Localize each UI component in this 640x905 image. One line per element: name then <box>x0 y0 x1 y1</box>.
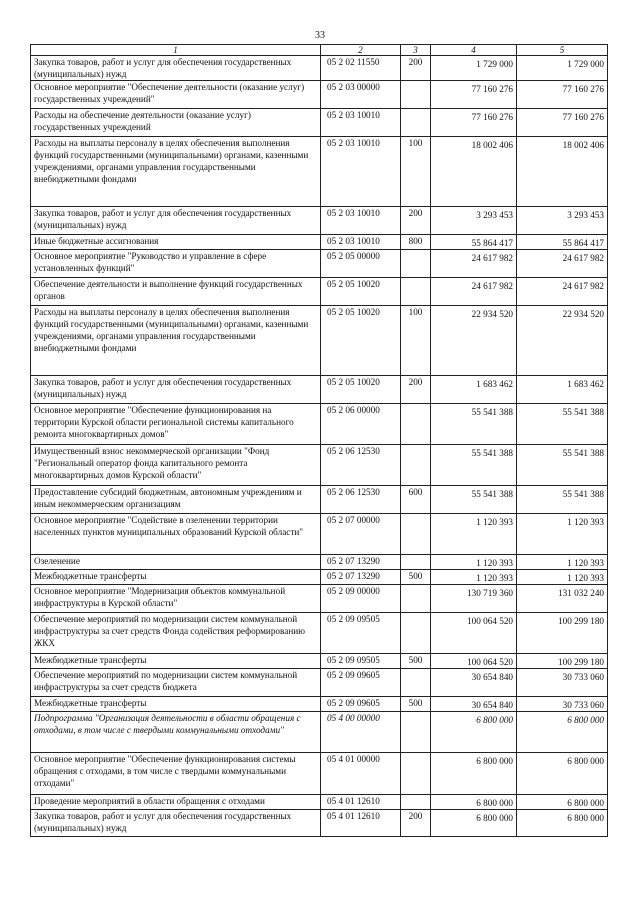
row-amount-2-cell: 6 800 000 <box>517 795 608 810</box>
row-type-cell: 500 <box>401 697 431 712</box>
row-name-cell: Проведение мероприятий в области обращения с отходами <box>31 795 321 810</box>
row-amount-1-cell: 55 541 388 <box>431 445 517 486</box>
row-amount-2-cell: 22 934 520 <box>517 306 608 376</box>
row-amount-2-cell: 55 541 388 <box>517 445 608 486</box>
table-header-row <box>31 45 608 56</box>
header-col-2: 2 <box>321 45 401 56</box>
header-col-3: 3 <box>401 45 431 56</box>
row-name-cell: Межбюджетные трансферты <box>31 654 321 669</box>
row-amount-2-cell: 1 120 393 <box>517 570 608 585</box>
row-code-cell: 05 4 01 12610 <box>321 810 401 837</box>
table-row <box>31 445 608 486</box>
row-code-cell: 05 2 06 12530 <box>321 445 401 486</box>
table-row <box>31 613 608 654</box>
row-type-cell <box>401 795 431 810</box>
row-name-cell: Закупка товаров, работ и услуг для обеспечения государственных (муниципальных) нужд <box>31 376 321 404</box>
row-amount-1-cell: 1 120 393 <box>431 555 517 570</box>
row-name-cell: Расходы на обеспечение деятельности (оказание услуг) государственных учреждений <box>31 109 321 137</box>
row-code-cell: 05 2 07 00000 <box>321 514 401 555</box>
table-row <box>31 514 608 555</box>
row-name-cell: Основное мероприятие "Обеспечение функционирования на территории Курской области региональной системы капитального ремонта многоквартирных домов" <box>31 404 321 445</box>
row-name-cell: Основное мероприятие "Обеспечение функционирования системы обращения с отходами, в том числе с твердыми коммунальными отходами" <box>31 753 321 795</box>
table-row <box>31 250 608 278</box>
row-amount-2-cell: 55 864 417 <box>517 235 608 250</box>
row-amount-2-cell: 77 160 276 <box>517 109 608 137</box>
row-amount-1-cell: 55 864 417 <box>431 235 517 250</box>
row-amount-2-cell: 1 683 462 <box>517 376 608 404</box>
row-code-cell: 05 2 03 10010 <box>321 235 401 250</box>
row-type-cell <box>401 250 431 278</box>
row-name-cell: Закупка товаров, работ и услуг для обеспечения государственных (муниципальных) нужд <box>31 810 321 837</box>
row-name-cell: Имущественный взнос некоммерческой организации "Фонд "Региональный оператор фонда капитального ремонта многоквартирных домов Курской области" <box>31 445 321 486</box>
row-type-cell: 200 <box>401 56 431 81</box>
row-amount-2-cell: 24 617 982 <box>517 250 608 278</box>
row-code-cell: 05 2 09 09605 <box>321 697 401 712</box>
row-amount-2-cell: 100 299 180 <box>517 613 608 654</box>
row-code-cell: 05 2 06 00000 <box>321 404 401 445</box>
row-amount-1-cell: 1 683 462 <box>431 376 517 404</box>
row-type-cell: 500 <box>401 570 431 585</box>
row-code-cell: 05 2 05 00000 <box>321 250 401 278</box>
row-type-cell <box>401 613 431 654</box>
row-type-cell <box>401 712 431 753</box>
table-row <box>31 56 608 81</box>
row-name-cell: Обеспечение мероприятий по модернизации систем коммунальной инфраструктуры за счет средств Фонда содействия реформированию ЖКХ <box>31 613 321 654</box>
row-amount-2-cell: 131 032 240 <box>517 585 608 613</box>
row-amount-2-cell: 30 733 060 <box>517 697 608 712</box>
row-name-cell: Расходы на выплаты персоналу в целях обеспечения выполнения функций государственными (муниципальными) органами, казенными учреждениями, органами управления государственными внебюджетными фондами <box>31 137 321 207</box>
row-code-cell: 05 2 03 10010 <box>321 207 401 235</box>
row-name-cell: Основное мероприятие "Содействие в озеленении территории населенных пунктов муниципальных образований Курской области" <box>31 514 321 555</box>
row-code-cell: 05 2 03 10010 <box>321 109 401 137</box>
row-code-cell: 05 2 03 10010 <box>321 137 401 207</box>
row-type-cell: 800 <box>401 235 431 250</box>
table-row <box>31 654 608 669</box>
row-code-cell: 05 2 09 00000 <box>321 585 401 613</box>
row-name-cell: Озеленение <box>31 555 321 570</box>
row-amount-1-cell: 1 120 393 <box>431 570 517 585</box>
row-name-cell: Иные бюджетные ассигнования <box>31 235 321 250</box>
row-amount-2-cell: 55 541 388 <box>517 404 608 445</box>
row-name-cell: Межбюджетные трансферты <box>31 570 321 585</box>
row-code-cell: 05 2 09 09505 <box>321 613 401 654</box>
row-amount-1-cell: 24 617 982 <box>431 278 517 306</box>
table-row <box>31 306 608 376</box>
header-col-5: 5 <box>517 45 608 56</box>
table-row <box>31 207 608 235</box>
row-amount-1-cell: 30 654 840 <box>431 697 517 712</box>
row-amount-1-cell: 30 654 840 <box>431 669 517 697</box>
row-amount-1-cell: 77 160 276 <box>431 81 517 109</box>
row-amount-1-cell: 6 800 000 <box>431 712 517 753</box>
table-row <box>31 81 608 109</box>
row-amount-2-cell: 1 729 000 <box>517 56 608 81</box>
row-name-cell: Закупка товаров, работ и услуг для обеспечения государственных (муниципальных) нужд <box>31 56 321 81</box>
row-amount-1-cell: 130 719 360 <box>431 585 517 613</box>
row-name-cell: Обеспечение мероприятий по модернизации систем коммунальной инфраструктуры за счет средств бюджета <box>31 669 321 697</box>
table-row <box>31 585 608 613</box>
table-row <box>31 570 608 585</box>
row-type-cell <box>401 81 431 109</box>
row-type-cell: 500 <box>401 654 431 669</box>
table-row <box>31 376 608 404</box>
row-amount-1-cell: 3 293 453 <box>431 207 517 235</box>
row-type-cell <box>401 109 431 137</box>
budget-table <box>30 44 608 837</box>
table-row <box>31 278 608 306</box>
table-row <box>31 235 608 250</box>
row-name-cell: Основное мероприятие "Модернизация объектов коммунальной инфраструктуры в Курской области" <box>31 585 321 613</box>
row-code-cell: 05 2 05 10020 <box>321 278 401 306</box>
row-code-cell: 05 2 03 00000 <box>321 81 401 109</box>
table-row <box>31 810 608 837</box>
row-amount-2-cell: 3 293 453 <box>517 207 608 235</box>
row-amount-1-cell: 18 002 406 <box>431 137 517 207</box>
row-amount-2-cell: 1 120 393 <box>517 514 608 555</box>
row-type-cell: 200 <box>401 810 431 837</box>
row-amount-1-cell: 24 617 982 <box>431 250 517 278</box>
row-amount-1-cell: 6 800 000 <box>431 753 517 795</box>
row-amount-1-cell: 55 541 388 <box>431 486 517 514</box>
row-amount-1-cell: 6 800 000 <box>431 810 517 837</box>
row-type-cell <box>401 555 431 570</box>
header-col-1: 1 <box>31 45 321 56</box>
table-row <box>31 697 608 712</box>
row-amount-1-cell: 55 541 388 <box>431 404 517 445</box>
row-code-cell: 05 2 02 11550 <box>321 56 401 81</box>
row-amount-2-cell: 6 800 000 <box>517 712 608 753</box>
header-col-4: 4 <box>431 45 517 56</box>
row-type-cell <box>401 585 431 613</box>
row-type-cell <box>401 514 431 555</box>
row-amount-1-cell: 6 800 000 <box>431 795 517 810</box>
table-row <box>31 109 608 137</box>
row-code-cell: 05 2 09 09505 <box>321 654 401 669</box>
row-name-cell: Расходы на выплаты персоналу в целях обеспечения выполнения функций государственными (муниципальными) органами, казенными учреждениями, органами управления государственными внебюджетными фондами <box>31 306 321 376</box>
table-row <box>31 753 608 795</box>
row-code-cell: 05 2 06 12530 <box>321 486 401 514</box>
row-amount-2-cell: 77 160 276 <box>517 81 608 109</box>
row-type-cell <box>401 669 431 697</box>
row-amount-2-cell: 18 002 406 <box>517 137 608 207</box>
row-amount-2-cell: 55 541 388 <box>517 486 608 514</box>
row-code-cell: 05 2 07 13290 <box>321 570 401 585</box>
row-type-cell: 100 <box>401 137 431 207</box>
row-name-cell: Подпрограмма "Организация деятельности в области обращения с отходами, в том числе с твердыми коммунальными отходами" <box>31 712 321 753</box>
row-type-cell: 200 <box>401 207 431 235</box>
row-code-cell: 05 4 01 12610 <box>321 795 401 810</box>
row-type-cell: 600 <box>401 486 431 514</box>
row-amount-1-cell: 22 934 520 <box>431 306 517 376</box>
row-type-cell <box>401 404 431 445</box>
row-type-cell <box>401 445 431 486</box>
row-amount-2-cell: 1 120 393 <box>517 555 608 570</box>
row-amount-2-cell: 100 299 180 <box>517 654 608 669</box>
row-code-cell: 05 2 05 10020 <box>321 306 401 376</box>
table-row <box>31 795 608 810</box>
table-row <box>31 137 608 207</box>
page-number: 33 <box>315 30 325 41</box>
row-amount-1-cell: 100 064 520 <box>431 654 517 669</box>
row-name-cell: Закупка товаров, работ и услуг для обеспечения государственных (муниципальных) нужд <box>31 207 321 235</box>
row-type-cell <box>401 278 431 306</box>
row-code-cell: 05 2 05 10020 <box>321 376 401 404</box>
table-row <box>31 669 608 697</box>
row-type-cell: 200 <box>401 376 431 404</box>
table-row <box>31 486 608 514</box>
row-amount-1-cell: 1 120 393 <box>431 514 517 555</box>
row-amount-2-cell: 30 733 060 <box>517 669 608 697</box>
row-name-cell: Основное мероприятие "Руководство и управление в сфере установленных функций" <box>31 250 321 278</box>
row-code-cell: 05 2 09 09605 <box>321 669 401 697</box>
row-type-cell: 100 <box>401 306 431 376</box>
table-row <box>31 712 608 753</box>
row-amount-2-cell: 6 800 000 <box>517 810 608 837</box>
table-row <box>31 555 608 570</box>
row-code-cell: 05 4 00 00000 <box>321 712 401 753</box>
row-amount-2-cell: 6 800 000 <box>517 753 608 795</box>
row-name-cell: Предоставление субсидий бюджетным, автономным учреждениям и иным некоммерческим организациям <box>31 486 321 514</box>
table-row <box>31 404 608 445</box>
row-code-cell: 05 4 01 00000 <box>321 753 401 795</box>
row-amount-1-cell: 100 064 520 <box>431 613 517 654</box>
row-code-cell: 05 2 07 13290 <box>321 555 401 570</box>
row-name-cell: Основное мероприятие "Обеспечение деятельности (оказание услуг) государственных учреждений" <box>31 81 321 109</box>
row-type-cell <box>401 753 431 795</box>
row-amount-1-cell: 77 160 276 <box>431 109 517 137</box>
row-name-cell: Обеспечение деятельности и выполнение функций государственных органов <box>31 278 321 306</box>
row-amount-2-cell: 24 617 982 <box>517 278 608 306</box>
row-name-cell: Межбюджетные трансферты <box>31 697 321 712</box>
row-amount-1-cell: 1 729 000 <box>431 56 517 81</box>
